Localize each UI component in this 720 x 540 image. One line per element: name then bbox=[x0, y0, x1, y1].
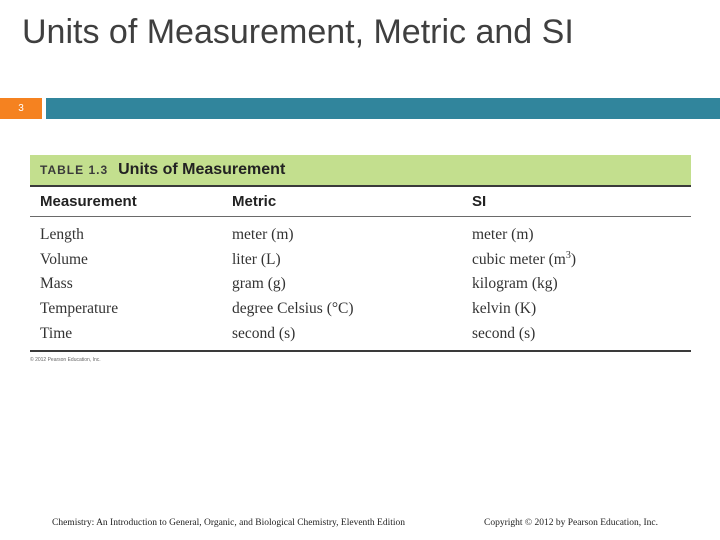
cell-metric: degree Celsius (°C) bbox=[232, 300, 354, 318]
slide-number: 3 bbox=[18, 103, 24, 114]
column-header-measurement: Measurement bbox=[40, 193, 137, 210]
cell-measurement: Length bbox=[40, 226, 84, 244]
cell-metric: liter (L) bbox=[232, 250, 281, 268]
cell-measurement: Volume bbox=[40, 250, 88, 268]
cell-measurement: Time bbox=[40, 324, 73, 342]
table-row bbox=[30, 248, 691, 273]
footer-copyright: Copyright © 2012 by Pearson Education, Inc. bbox=[484, 518, 658, 528]
cell-measurement: Temperature bbox=[40, 300, 119, 318]
cell-si-close: ) bbox=[570, 250, 576, 268]
cell-metric: meter (m) bbox=[232, 226, 294, 244]
cell-measurement: Mass bbox=[40, 275, 73, 293]
table-label: TABLE 1.3 bbox=[40, 163, 109, 177]
slide-title: Units of Measurement, Metric and SI bbox=[22, 13, 574, 51]
cell-si: meter (m) bbox=[472, 226, 534, 244]
table-row bbox=[30, 321, 691, 346]
footer-book-title: Chemistry: An Introduction to General, Organic, and Biological Chemistry, Eleventh Edition bbox=[52, 518, 406, 528]
table-title: Units of Measurement bbox=[118, 161, 286, 178]
table-row bbox=[30, 223, 691, 248]
cell-si-superscript: 3 bbox=[565, 249, 571, 261]
table-body bbox=[30, 217, 691, 350]
table-caption-band bbox=[30, 155, 691, 185]
cell-metric: gram (g) bbox=[232, 275, 286, 293]
table-row bbox=[30, 297, 691, 322]
table-bottom-rule bbox=[30, 350, 691, 352]
table-copyright: © 2012 Pearson Education, Inc. bbox=[30, 356, 101, 363]
table-row bbox=[30, 272, 691, 297]
cell-si bbox=[472, 251, 691, 269]
cell-si: kilogram (kg) bbox=[472, 275, 558, 293]
cell-si: second (s) bbox=[472, 324, 536, 342]
units-table bbox=[30, 155, 691, 363]
cell-metric: second (s) bbox=[232, 324, 296, 342]
table-header-row bbox=[30, 187, 691, 216]
cell-si: kelvin (K) bbox=[472, 300, 537, 318]
column-header-metric: Metric bbox=[232, 193, 277, 210]
column-header-si: SI bbox=[472, 193, 487, 210]
header-accent-bar bbox=[46, 98, 720, 119]
cell-si-text: cubic meter (m bbox=[472, 250, 566, 268]
